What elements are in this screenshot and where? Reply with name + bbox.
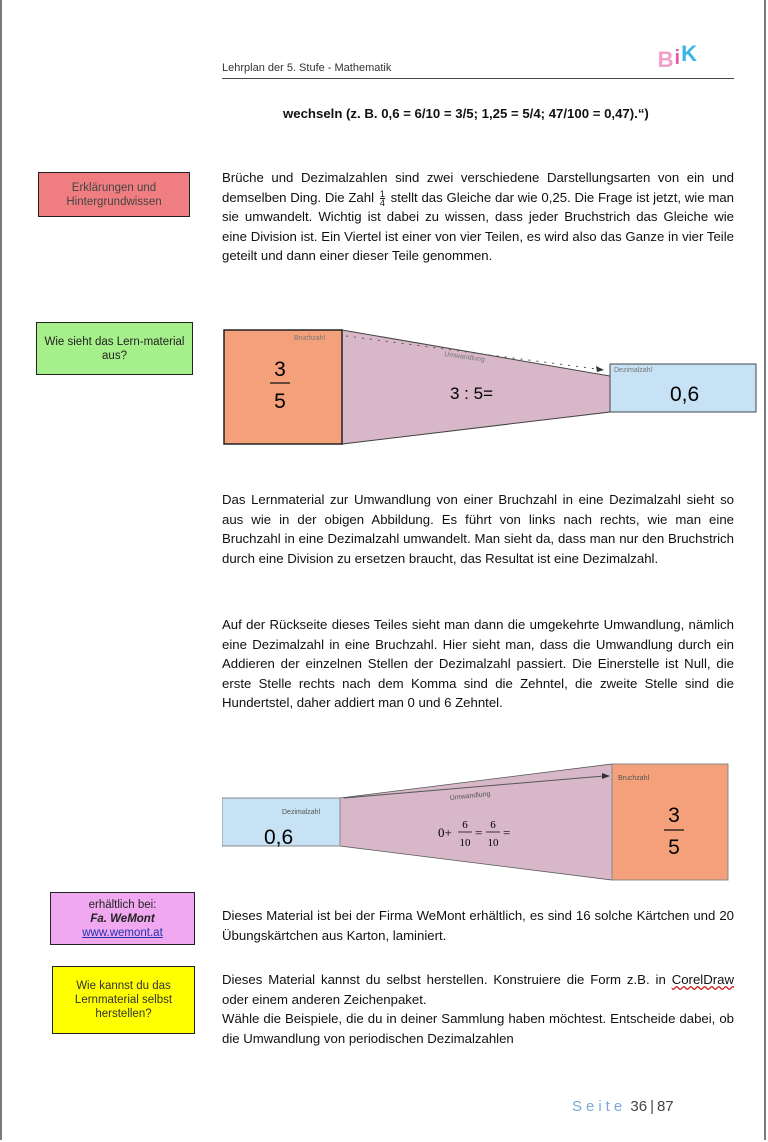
figure-decimal-to-fraction	[222, 762, 762, 884]
paragraph-fractions-intro: Brüche und Dezimalzahlen sind zwei verschiedene Darstellungsarten von ein und demselben Ding. Die Zahl $\frac{1}{4}$ stellt das Gleiche dar wie 0,25. Die Frage ist jetzt, wie man sie umwandelt. Wichtig ist dabei zu wissen, dass jeder Bruchstrich das Gleiche wie eine Division ist. Ein Viertel ist einer von vier Teilen, es wird also das Ganze in vier Teile geteilt und dann einer dieser Teile genommen.	[222, 170, 734, 264]
figure1-middle-label: Umwandlung	[443, 351, 486, 364]
footer-separator: |	[650, 1098, 654, 1115]
sidebox-availability	[50, 892, 195, 945]
sidebox-explanations: Erklärungen und Hintergrundwissen	[38, 172, 190, 217]
footer-total-pages: 87	[656, 1098, 674, 1115]
sidebox-selfmade: Wie kannst du das Lernmaterial selbst herstellen?	[52, 966, 195, 1034]
bik-logo: BiK	[657, 41, 698, 72]
figure1-fraction-den: 5	[274, 390, 286, 413]
paragraph-material-description: Das Lernmaterial zur Umwandlung von einer Bruchzahl in eine Dezimalzahl sieht so aus wie in der obigen Abbildung. Es führt von links nach rechts, wie man eine Bruchzahl in eine Dezimalzahl umwandelt. Man sieht da, dass man nur den Bruchstrich durch eine Division zu ersetzen braucht, das Resultat ist eine Dezimalzahl.	[222, 492, 734, 566]
page-footer	[572, 1098, 674, 1115]
figure1-fraction-num: 3	[274, 358, 286, 381]
figure2-expr-den1: 10	[459, 837, 471, 849]
figure2-middle-label: Umwandlung	[449, 790, 491, 802]
figure2-expr-num1: 6	[462, 819, 468, 831]
figure2-fraction-den: 5	[668, 836, 680, 859]
figure1-right-label: Dezimalzahl	[614, 367, 653, 374]
figure1-right-value: 0,6	[670, 383, 700, 406]
footer-label: Seite	[572, 1098, 627, 1115]
fraction-quarter: $\frac{1}{4}$	[379, 188, 385, 208]
figure2-expr-den2: 10	[487, 837, 499, 849]
figure2-expr-prefix: 0+	[438, 825, 452, 840]
figure1-arrowhead	[596, 366, 604, 372]
page-header	[222, 36, 734, 79]
figure1-orange-box	[224, 330, 342, 444]
figure1-left-label: Bruchzahl	[294, 335, 326, 342]
paragraph-wemont: Dieses Material ist bei der Firma WeMont erhältlich, es sind 16 solche Kärtchen und 20 Übungskärtchen aus Karton, laminiert.	[222, 908, 734, 943]
figure2-expr-num2: 6	[490, 819, 496, 831]
figure2-left-value: 0,6	[264, 826, 294, 849]
coreldraw-word: CorelDraw	[671, 972, 734, 987]
availability-link[interactable]: www.wemont.at	[82, 926, 163, 939]
footer-current-page: 36	[630, 1098, 648, 1115]
figure-fraction-to-decimal	[222, 326, 762, 448]
figure1-middle-expr: 3 : 5=	[450, 384, 494, 403]
availability-label: erhältlich bei:	[88, 898, 157, 911]
availability-company: Fa. WeMont	[90, 912, 155, 925]
figure2-fraction-num: 3	[668, 804, 680, 827]
figure2-expr-eq1: =	[475, 825, 483, 840]
paragraph-selfmade: Dieses Material kannst du selbst herstellen. Konstruiere die Form z.B. in CorelDraw oder einem anderen Zeichenpaket. Wähle die Beispiele, die du in deiner Sammlung haben möchtest. Entscheide dabei, ob die Umwandlung von periodischen Dezimalzahlen	[222, 972, 734, 1046]
paragraph-reverse-side: Auf der Rückseite dieses Teiles sieht man dann die umgekehrte Umwandlung, nämlich eine Dezimalzahl in eine Bruchzahl. Hier sieht man, dass die Umwandlung durch ein Addieren der einzelnen Stellen der Dezimalzahl passiert. Die Einerstelle ist Null, die erste Stelle rechts nach dem Komma sind die Zehntel, die zweite Stelle sind die Hundertstel, daher addiert man 0 und 6 Zehntel.	[222, 617, 734, 711]
sidebox-material-look: Wie sieht das Lern-material aus?	[36, 322, 193, 375]
figure2-right-label: Bruchzahl	[618, 775, 650, 782]
figure2-left-label: Dezimalzahl	[282, 809, 321, 816]
figure2-funnel	[340, 764, 612, 880]
header-title: Lehrplan der 5. Stufe - Mathematik	[222, 62, 392, 74]
quote-continuation: wechseln (z. B. 0,6 = 6/10 = 3/5; 1,25 = 5/4; 47/100 = 0,47).“)	[283, 106, 649, 121]
figure2-expr-eq2: =	[503, 825, 511, 840]
